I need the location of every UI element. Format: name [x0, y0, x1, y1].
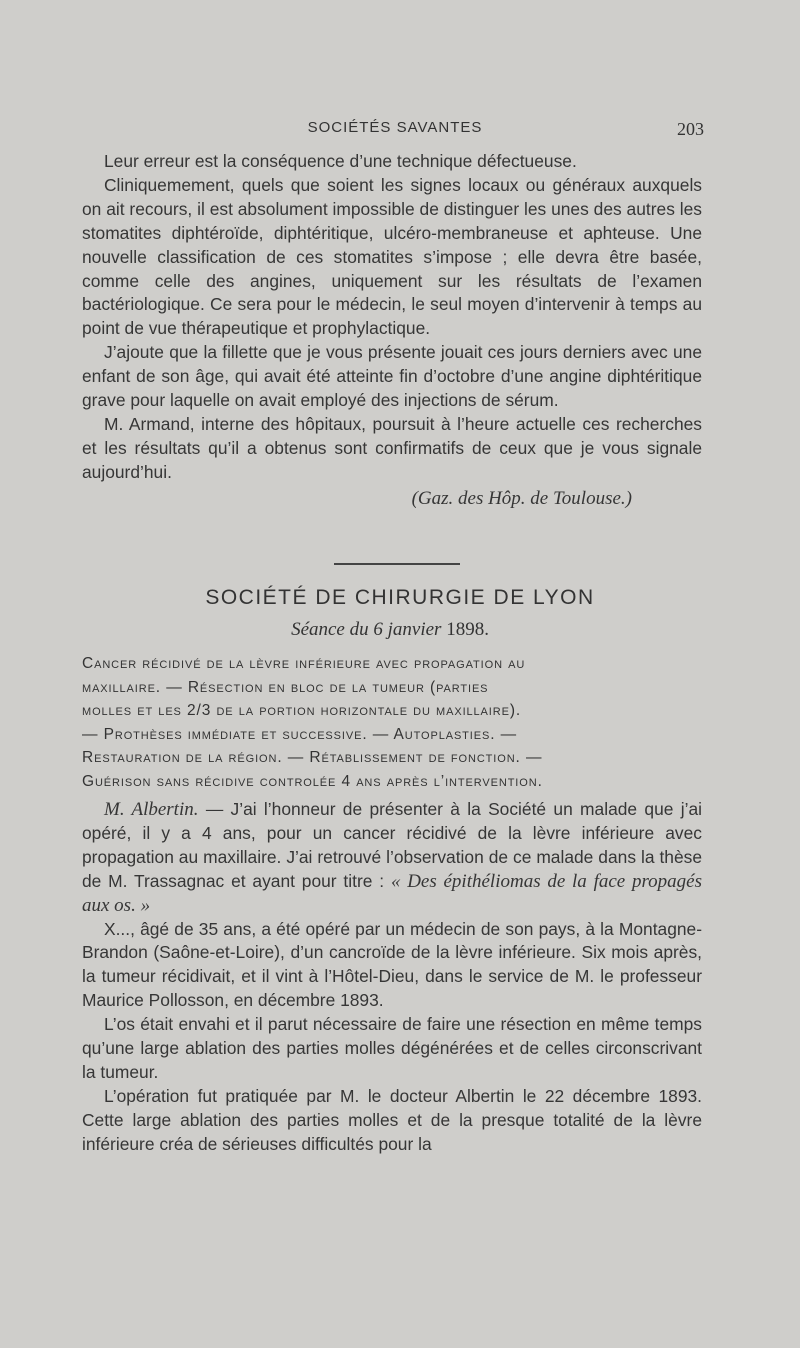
paragraph-text: — J’ai l’honneur de présenter à la Société un malade que j’ai opéré, il y a 4 ans, pour un cancer récidivé de la lèvre inférieure avec propagation au maxillaire. J’ai retrouvé l’observation de ce malade dans la thèse de M. Trassagnac et ayant pour titre :	[82, 799, 702, 891]
case-heading-line: — Prothèses immédiate et successive. — Autoplasties. —	[82, 725, 518, 743]
section-title: SOCIÉTÉ DE CHIRURGIE DE LYON	[205, 586, 595, 609]
paragraph: L’opération fut pratiquée par M. le docteur Albertin le 22 décembre 1893. Cette large ablation des parties molles et de la presque totalité de la lèvre inférieure créa de sérieuses difficultés pour la	[82, 1085, 702, 1154]
session-date	[0, 619, 780, 641]
case-heading	[82, 652, 702, 794]
page-number: 203	[677, 119, 704, 139]
case-heading-line: Restauration de la région. — Rétablissement de fonction. —	[82, 749, 543, 767]
case-heading-line: Cancer récidivé de la lèvre inférieure avec propagation au	[82, 655, 526, 672]
paragraph: Cliniquemement, quels que soient les signes locaux ou généraux auxquels on ait recours, il est absolument impossible de distinguer les unes des autres les stomatites diphtéroïde, diphtéritique, ulcéro-membraneuse et aphteuse. Une nouvelle classification de ces stomatites s’impose ; elle devra être basée, comme celle des angines, uniquement sur les résultats de l’examen bactériologique. Ce sera pour le médecin, le seul moyen d’intervenir à temps au point de vue thérapeutique et prophylactique.	[82, 174, 702, 339]
session-date-year: 1898.	[446, 619, 489, 640]
speaker-name: M. Albertin.	[104, 799, 199, 820]
case-heading-line: maxillaire. — Résection en bloc de la tumeur (parties	[82, 678, 489, 696]
paragraph: X..., âgé de 35 ans, a été opéré par un médecin de son pays, à la Montagne-Brandon (Saône-et-Loire), d’un cancroïde de la lèvre inférieure. Six mois après, la tumeur récidivait, et il vint à l’Hôtel-Dieu, dans le service de M. le professeur Maurice Pollosson, en décembre 1893.	[82, 918, 702, 1011]
paragraph: J’ajoute que la fillette que je vous présente jouait ces jours derniers avec une enfant de son âge, qui avait été atteinte fin d’octobre d’une angine diphtéritique grave pour laquelle on avait employé des injections de sérum.	[82, 342, 702, 411]
running-title: SOCIÉTÉS SAVANTES	[307, 119, 483, 136]
paragraph: Leur erreur est la conséquence d’une technique défectueuse.	[104, 151, 577, 171]
source-citation: (Gaz. des Hôp. de Toulouse.)	[411, 487, 632, 509]
thesis-title: « Des épithéliomas de la face propagés aux os. »	[82, 870, 702, 916]
paragraph	[82, 798, 702, 918]
session-date-day: Séance du 6 janvier	[291, 619, 442, 640]
paragraph: M. Armand, interne des hôpitaux, poursuit à l’heure actuelle ces recherches et les résultats qu’il a obtenus sont confirmatifs de ceux que je vous signale aujourd’hui.	[82, 413, 702, 482]
upper-text-block	[82, 150, 702, 511]
running-head	[82, 119, 708, 143]
paragraph: L’os était envahi et il parut nécessaire de faire une résection en même temps qu’une large ablation des parties molles dégénérées et de celles circonscrivant la tumeur.	[82, 1014, 702, 1082]
section-divider	[334, 563, 460, 565]
case-heading-line: Guérison sans récidive controlée 4 ans après l’intervention.	[82, 772, 543, 790]
case-heading-line: molles et les 2/3 de la portion horizontale du maxillaire).	[82, 702, 522, 720]
report-text-block	[82, 798, 702, 1157]
